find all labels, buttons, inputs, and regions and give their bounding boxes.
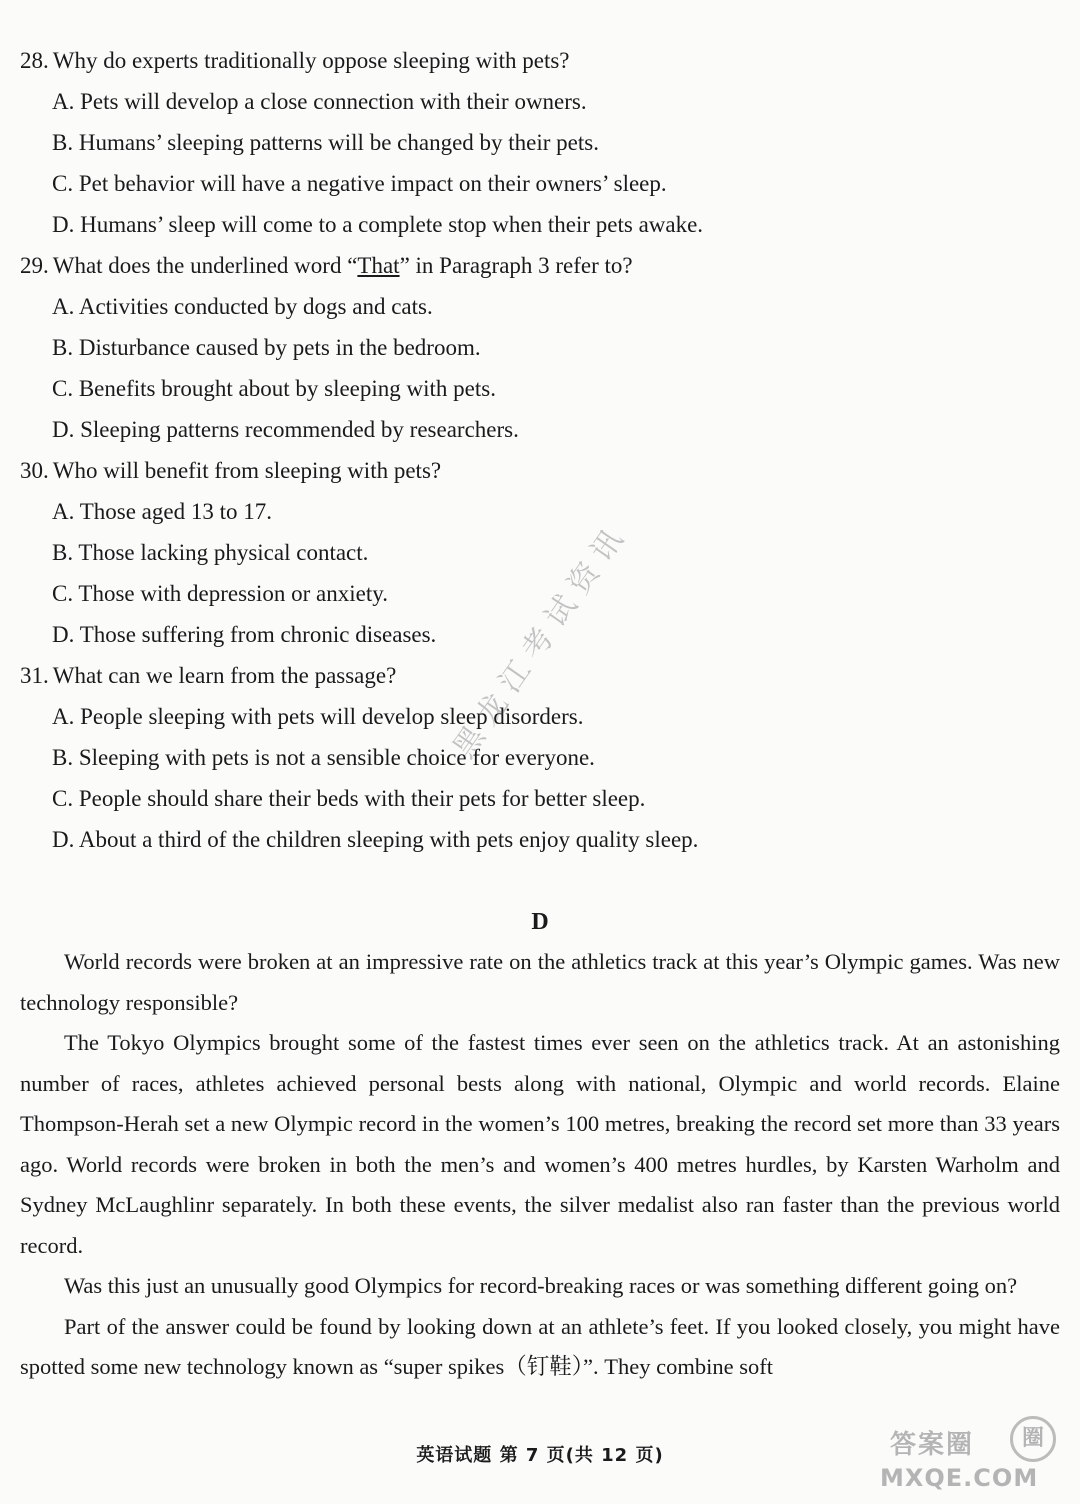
option-d: D. About a third of the children sleeping with pets enjoy quality sleep.	[52, 827, 699, 852]
question-text: Why do experts traditionally oppose sleeping with pets?	[52, 48, 570, 73]
question-text-before: What does the underlined word “	[52, 253, 358, 278]
question-28	[20, 40, 820, 245]
option-d: D. Sleeping patterns recommended by researchers.	[52, 417, 519, 442]
logo-site-text: MXQE.COM	[880, 1464, 1039, 1492]
underlined-word: That	[357, 253, 400, 278]
question-30	[20, 450, 820, 655]
section-heading: D	[531, 909, 549, 935]
option-a: A. Pets will develop a close connection with their owners.	[52, 89, 587, 114]
passage-paragraph-4: Part of the answer could be found by looking down at an athlete’s feet. If you looked closely, you might have spotted some new technology known as “super spikes（钉鞋）”. They combine soft	[20, 1313, 1060, 1379]
logo-text: 答案圈	[890, 1430, 975, 1460]
logo-circle-icon: 圈	[1010, 1416, 1056, 1462]
question-text-after: ” in Paragraph 3 refer to?	[399, 253, 633, 278]
question-31	[20, 655, 820, 860]
diagonal-watermark: 黑龙江考试资讯	[446, 515, 636, 765]
option-b: B. Those lacking physical contact.	[52, 540, 369, 565]
option-c: C. Those with depression or anxiety.	[52, 581, 389, 606]
question-number: 28.	[20, 48, 49, 73]
question-stem	[20, 40, 820, 81]
question-29	[20, 245, 820, 450]
question-number: 29.	[20, 253, 49, 278]
question-stem	[20, 245, 820, 286]
option-c: C. People should share their beds with their pets for better sleep.	[52, 786, 646, 811]
question-list	[20, 40, 820, 860]
question-stem	[20, 655, 820, 696]
option-c: C. Benefits brought about by sleeping with pets.	[52, 376, 496, 401]
question-text: What can we learn from the passage?	[52, 663, 397, 688]
passage-paragraph-3: Was this just an unusually good Olympics for record-breaking races or was something different going on?	[64, 1273, 1018, 1298]
question-stem	[20, 450, 820, 491]
option-d: D. Those suffering from chronic diseases.	[52, 622, 437, 647]
option-c: C. Pet behavior will have a negative impact on their owners’ sleep.	[52, 171, 667, 196]
question-number: 30.	[20, 458, 49, 483]
option-b: B. Disturbance caused by pets in the bedroom.	[52, 335, 481, 360]
passage-paragraph-1: World records were broken at an impressive rate on the athletics track at this year’s Olympic games. Was new technology responsible?	[20, 949, 1060, 1015]
page-footer: 英语试题 第 7 页(共 12 页)	[416, 1445, 664, 1466]
option-a: A. Those aged 13 to 17.	[52, 499, 272, 524]
site-logo-watermark	[880, 1426, 1070, 1500]
option-b: B. Humans’ sleeping patterns will be changed by their pets.	[52, 130, 599, 155]
option-b: B. Sleeping with pets is not a sensible choice for everyone.	[52, 745, 595, 770]
question-number: 31.	[20, 663, 49, 688]
question-text: Who will benefit from sleeping with pets?	[52, 458, 442, 483]
option-a: A. Activities conducted by dogs and cats.	[52, 294, 433, 319]
option-d: D. Humans’ sleep will come to a complete stop when their pets awake.	[52, 212, 704, 237]
reading-passage	[20, 942, 1060, 1388]
passage-paragraph-2: The Tokyo Olympics brought some of the fastest times ever seen on the athletics track. At an astonishing number of races, athletes achieved personal bests along with national, Olympic and world records. Elaine Thompson-Herah set a new Olympic record in the women’s 100 metres, breaking the record set more than 33 years ago. World records were broken in both the men’s and women’s 400 metres hurdles, by Karsten Warholm and Sydney McLaughlinr separately. In both these events, the silver medalist also ran faster than the previous world record.	[20, 1030, 1060, 1258]
option-a: A. People sleeping with pets will develop sleep disorders.	[52, 704, 584, 729]
